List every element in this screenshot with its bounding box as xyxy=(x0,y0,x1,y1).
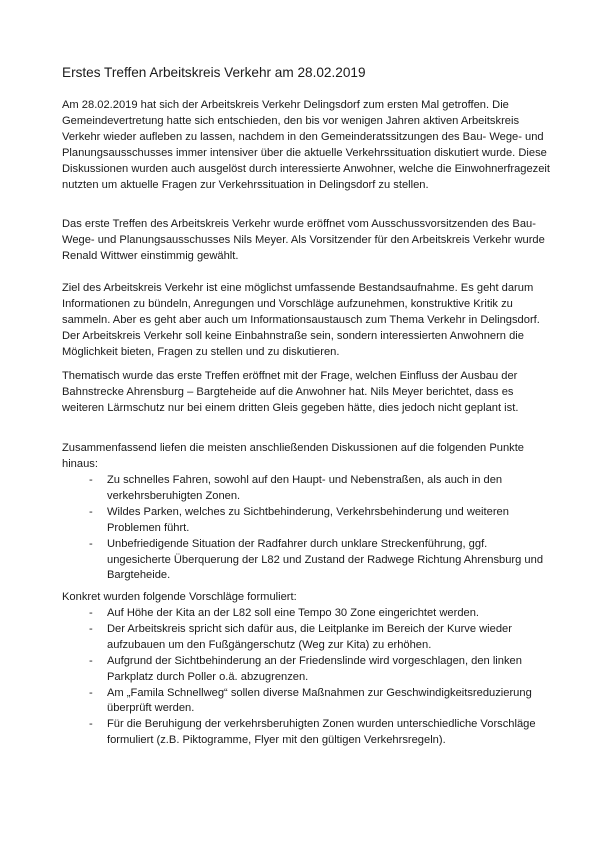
summary-list xyxy=(62,473,550,584)
list-item: - Unbefriedigende Situation der Radfahrer durch unklare Streckenführung, ggf. ungesicherte Überquerung der L82 und Zustand der Radwege Richtung Ahrensburg und Bargteheide. xyxy=(62,537,550,585)
list-item: - Auf Höhe der Kita an der L82 soll eine Tempo 30 Zone eingerichtet werden. xyxy=(62,606,550,622)
document-title: Erstes Treffen Arbeitskreis Verkehr am 28.02.2019 xyxy=(62,65,366,80)
paragraph-opening: Das erste Treffen des Arbeitskreis Verkehr wurde eröffnet vom Ausschussvorsitzenden des Bau- Wege- und Planungsausschusses Nils Meyer. Als Vorsitzender für den Arbeitskreis Verkehr wurde Renald Wittwer einstimmig gewählt. xyxy=(62,218,545,262)
list-item: - Für die Beruhigung der verkehrsberuhigten Zonen wurden unterschiedliche Vorschläge formuliert (z.B. Piktogramme, Flyer mit den gültigen Verkehrsregeln). xyxy=(62,717,550,749)
list-item: - Aufgrund der Sichtbehinderung an der Friedenslinde wird vorgeschlagen, den linken Parkplatz durch Poller o.ä. abzugrenzen. xyxy=(62,654,550,686)
list-item: - Der Arbeitskreis spricht sich dafür aus, die Leitplanke im Bereich der Kurve wieder aufzubauen um den Fußgängerschutz (Weg zur Kita) zu erhöhen. xyxy=(62,622,550,654)
list-item: - Wildes Parken, welches zu Sichtbehinderung, Verkehrsbehinderung und weiteren Problemen führt. xyxy=(62,505,550,537)
paragraph-goal: Ziel des Arbeitskreis Verkehr ist eine möglichst umfassende Bestandsaufnahme. Es geht darum Informationen zu bündeln, Anregungen und Vorschläge aufzunehmen, konstruktive Kritik zu sammeln. Aber es geht aber auch um Informationsaustausch zum Thema Verkehr in Delingsdorf. Der Arbeitskreis Verkehr soll keine Einbahnstraße sein, sondern interessierten Anwohnern die Möglichkeit bieten, Fragen zu stellen und zu diskutieren. xyxy=(62,282,540,358)
paragraph-intro: Am 28.02.2019 hat sich der Arbeitskreis Verkehr Delingsdorf zum ersten Mal getroffen. Die Gemeindevertretung hatte sich entschieden, den bis vor wenigen Jahren aktiven Arbeitskreis Verkehr wieder aufleben zu lassen, nachdem in den Gemeinderatssitzungen des Bau- Wege- und Planungsausschusses immer intensiver über die aktuelle Verkehrssituation diskutiert wurde. Diese Diskussionen wurden auch ausgelöst durch interessierte Anwohner, welche die Einwohnerfragezeit nutzten um aktuelle Fragen zur Verkehrssituation in Delingsdorf zu stellen. xyxy=(62,99,550,191)
list-item: - Zu schnelles Fahren, sowohl auf den Haupt- und Nebenstraßen, als auch in den verkehrsberuhigten Zonen. xyxy=(62,473,550,505)
proposals-intro: Konkret wurden folgende Vorschläge formuliert: xyxy=(62,591,297,603)
summary-intro: Zusammenfassend liefen die meisten anschließenden Diskussionen auf die folgenden Punkte hinaus: xyxy=(62,442,524,470)
proposals-list xyxy=(62,606,550,749)
paragraph-railway: Thematisch wurde das erste Treffen eröffnet mit der Frage, welchen Einfluss der Ausbau der Bahnstrecke Ahrensburg – Bargteheide auf die Anwohner hat. Nils Meyer berichtet, dass es weiteren Lärmschutz nur bei einem dritten Gleis gegeben hätte, dies jedoch nicht geplant ist. xyxy=(62,370,519,414)
list-item: - Am „Famila Schnellweg“ sollen diverse Maßnahmen zur Geschwindigkeitsreduzierung überprüft werden. xyxy=(62,686,550,718)
